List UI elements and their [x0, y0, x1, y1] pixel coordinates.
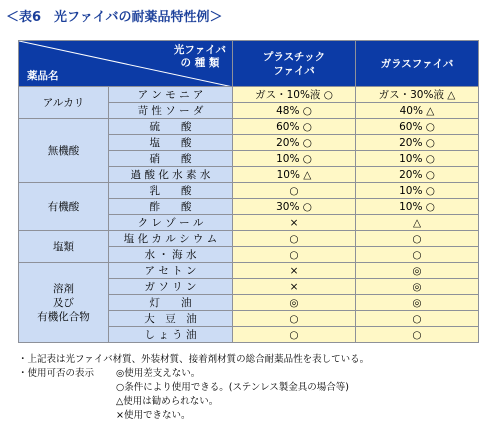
plastic-fiber-cell: ガス・10%液 ○	[233, 87, 356, 103]
chemical-resistance-table	[18, 40, 479, 343]
plastic-fiber-cell: 20% ○	[233, 135, 356, 151]
header-corner-cell	[19, 41, 233, 87]
chemical-name-cell: 大 豆 油	[109, 311, 233, 327]
plastic-fiber-cell: ×	[233, 215, 356, 231]
table-row	[19, 231, 479, 247]
legend-triangle: △使用は勧められない。	[116, 396, 219, 407]
note-general: ・上記表は光ファイバ材質、外装材質、接着剤材質の総合耐薬品性を表している。	[18, 354, 370, 365]
plastic-fiber-cell: 10% ○	[233, 151, 356, 167]
chemical-name-cell: ア ン モ ニ ア	[109, 87, 233, 103]
header-fiber-type-label: 光ファイバ の 種 類	[173, 44, 226, 69]
chemical-name-cell: 塩 化 カ ル シ ウ ム	[109, 231, 233, 247]
chemical-name-cell: 乳 酸	[109, 183, 233, 199]
legend-circle: ○条件により使用できる。(ステンレス製金具の場合等)	[116, 382, 350, 393]
glass-fiber-cell: ◎	[356, 263, 479, 279]
chemical-name-cell: 過 酸 化 水 素 水	[109, 167, 233, 183]
chemical-name-cell: し ょ う 油	[109, 327, 233, 343]
glass-fiber-cell: ◎	[356, 279, 479, 295]
plastic-fiber-cell: 48% ○	[233, 103, 356, 119]
chemical-name-cell: ア セ ト ン	[109, 263, 233, 279]
plastic-fiber-cell: ○	[233, 231, 356, 247]
chemical-name-cell: 水 ・ 海 水	[109, 247, 233, 263]
plastic-fiber-cell: ○	[233, 247, 356, 263]
glass-fiber-cell: ○	[356, 231, 479, 247]
header-chemical-name-label: 薬品名	[27, 70, 59, 82]
glass-fiber-cell: △	[356, 215, 479, 231]
plastic-fiber-cell: 30% ○	[233, 199, 356, 215]
header-glass-fiber: ガラスファイバ	[356, 41, 479, 87]
legend-double-circle: ◎使用差支えない。	[116, 368, 201, 379]
header-plastic-fiber: プラスチック ファイバ	[233, 41, 356, 87]
glass-fiber-cell: 10% ○	[356, 199, 479, 215]
glass-fiber-cell: 60% ○	[356, 119, 479, 135]
category-cell: 有機酸	[19, 183, 109, 231]
chemical-name-cell: ク レ ゾ ー ル	[109, 215, 233, 231]
plastic-fiber-cell: ○	[233, 327, 356, 343]
plastic-fiber-cell: ×	[233, 263, 356, 279]
plastic-fiber-cell: ○	[233, 183, 356, 199]
plastic-fiber-cell: 10% △	[233, 167, 356, 183]
legend-cross: ×使用できない。	[116, 410, 191, 421]
glass-fiber-cell: 20% ○	[356, 135, 479, 151]
plastic-fiber-cell: 60% ○	[233, 119, 356, 135]
glass-fiber-cell: ○	[356, 311, 479, 327]
chemical-name-cell: ガ ソ リ ン	[109, 279, 233, 295]
chemical-name-cell: 硫 酸	[109, 119, 233, 135]
chemical-name-cell: 灯 油	[109, 295, 233, 311]
glass-fiber-cell: ガス・30%液 △	[356, 87, 479, 103]
table-row	[19, 87, 479, 103]
glass-fiber-cell: 20% ○	[356, 167, 479, 183]
category-cell: 塩類	[19, 231, 109, 263]
glass-fiber-cell: 10% ○	[356, 151, 479, 167]
plastic-fiber-cell: ◎	[233, 295, 356, 311]
table-row	[19, 263, 479, 279]
category-cell: アルカリ	[19, 87, 109, 119]
chemical-name-cell: 苛 性 ソ ー ダ	[109, 103, 233, 119]
category-cell: 無機酸	[19, 119, 109, 183]
table-row	[19, 183, 479, 199]
plastic-fiber-cell: ○	[233, 311, 356, 327]
note-usage-label: ・使用可否の表示	[18, 368, 95, 379]
glass-fiber-cell: 40% △	[356, 103, 479, 119]
table-title: ＜表6 光ファイバの耐薬品特性例＞	[6, 10, 223, 25]
table-row	[19, 119, 479, 135]
glass-fiber-cell: ○	[356, 247, 479, 263]
chemical-name-cell: 硝 酸	[109, 151, 233, 167]
glass-fiber-cell: 10% ○	[356, 183, 479, 199]
glass-fiber-cell: ◎	[356, 295, 479, 311]
glass-fiber-cell: ○	[356, 327, 479, 343]
chemical-name-cell: 塩 酸	[109, 135, 233, 151]
plastic-fiber-cell: ×	[233, 279, 356, 295]
category-cell: 溶剤 及び 有機化合物	[19, 263, 109, 343]
chemical-name-cell: 酢 酸	[109, 199, 233, 215]
